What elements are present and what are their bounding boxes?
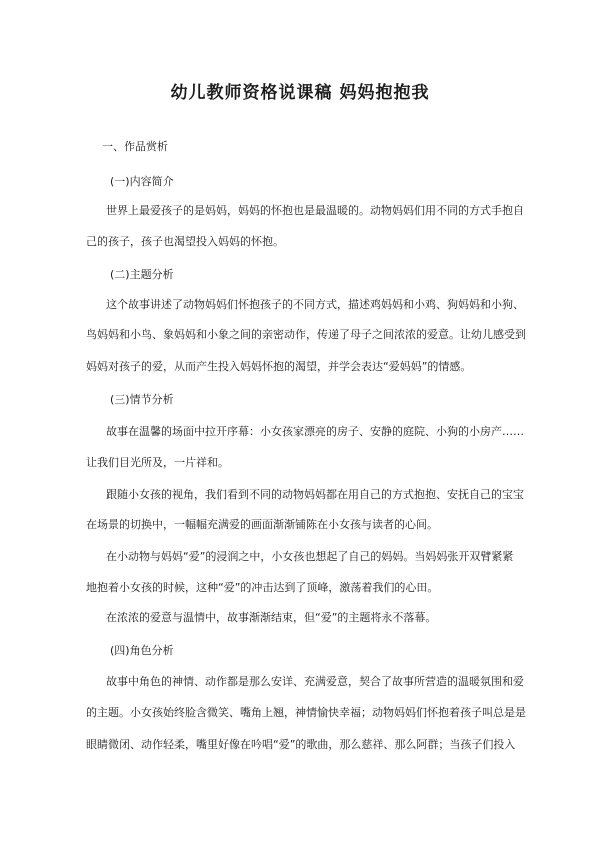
paragraph-line: 妈妈对孩子的爱，从而产生投入妈妈怀抱的渴望，并学会表达“爱妈妈”的情感。	[86, 360, 472, 373]
subsection-heading: (二)主题分析	[110, 268, 174, 281]
paragraph-line: 己的孩子，孩子也渴望投入妈妈的怀抱。	[86, 235, 284, 248]
paragraph-line: 的主题。小女孩始终脸含微笑、嘴角上翘，神情愉快幸福；动物妈妈们怀抱着孩子叫总是是	[86, 706, 526, 719]
paragraph-line: 在场景的切换中，一幅幅充满爱的画面渐渐铺陈在小女孩与读者的心间。	[86, 518, 438, 531]
paragraph-line: 跟随小女孩的视角，我们看到不同的动物妈妈都在用自己的方式抱抱、安抚自己的宝宝	[106, 488, 524, 501]
subsection-heading: (三)情节分析	[110, 393, 174, 406]
paragraph-line: 让我们目光所及，一片祥和。	[86, 456, 229, 469]
paragraph-line: 在小动物与妈妈“爱”的浸润之中，小女孩也想起了自己的妈妈。当妈妈张开双臂紧紧	[106, 550, 514, 563]
paragraph-line: 故事中角色的神情、动作都是那么安详、充满爱意，契合了故事所营造的温暖氛围和爱	[106, 675, 524, 688]
paragraph-line: 地抱着小女孩的时候，这种“爱”的冲击达到了顶峰，激荡着我们的心田。	[86, 581, 439, 594]
paragraph-line: 鸟妈妈和小鸟、象妈妈和小象之间的亲密动作，传递了母子之间浓浓的爱意。让幼儿感受到	[86, 328, 526, 341]
subsection-heading: (四)角色分析	[110, 644, 174, 657]
paragraph-line: 在浓浓的爱意与温情中，故事渐渐结束，但“爱”的主题将永不落幕。	[106, 611, 437, 624]
document-title: 幼儿教师资格说课稿 妈妈抱抱我	[170, 83, 430, 103]
paragraph-line: 故事在温馨的场面中拉开序幕：小女孩家漂亮的房子、安静的庭院、小狗的小房产……	[106, 425, 524, 438]
section-heading: 一、作品赏析	[102, 140, 168, 153]
paragraph-line: 这个故事讲述了动物妈妈们怀抱孩子的不同方式，描述鸡妈妈和小鸡、狗妈妈和小狗、	[106, 298, 524, 311]
paragraph-line: 眼睛微闭、动作轻柔，嘴里好像在吟唱“爱”的歌曲，那么慈祥、那么阿群；当孩子们投入	[86, 738, 516, 751]
subsection-heading: (一)内容简介	[110, 175, 174, 188]
paragraph-line: 世界上最爱孩子的是妈妈，妈妈的怀抱也是最温暖的。动物妈妈们用不同的方式手抱自	[106, 204, 524, 217]
